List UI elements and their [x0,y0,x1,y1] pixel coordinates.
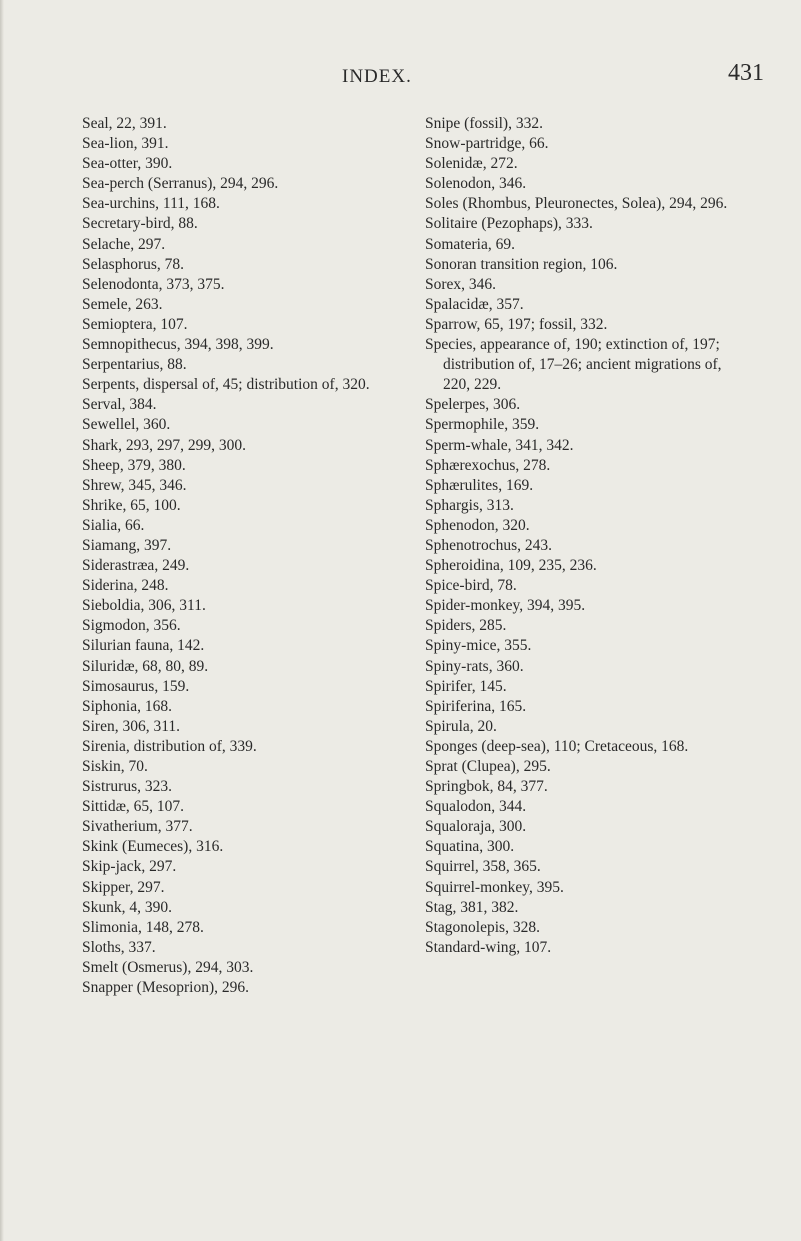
index-entry: Springbok, 84, 377. [425,778,548,796]
index-entry: Sewellel, 360. [82,416,171,434]
index-entry: Shark, 293, 297, 299, 300. [82,436,247,454]
index-entry: Shrew, 345, 346. [82,476,187,494]
index-entry: Sphargis, 313. [425,496,514,514]
page-header [0,60,801,90]
index-entry: Sheep, 379, 380. [82,456,186,474]
index-entry: Spalacidæ, 357. [425,295,524,313]
index-entry: Skip-jack, 297. [82,858,177,876]
index-entry: Sparrow, 65, 197; fossil, 332. [425,315,608,333]
index-entry: Selache, 297. [82,235,166,253]
index-entry: Sea-urchins, 111, 168. [82,195,220,213]
index-entry: Sphenodon, 320. [425,516,530,534]
index-entry: Skink (Eumeces), 316. [82,838,224,856]
index-entry: Sprat (Clupea), 295. [425,758,551,775]
index-entry: Selenodonta, 373, 375. [82,275,225,293]
index-entry: Stag, 381, 382. [425,898,519,916]
index-entry: Sea-otter, 390. [82,155,173,173]
index-entry: Sirenia, distribution of, 339. [82,737,257,755]
index-column-right [425,114,743,958]
index-entry: Spirifer, 145. [425,677,507,695]
index-entry: Squirrel-monkey, 395. [425,878,564,896]
index-entry: Soles (Rhombus, Pleuronectes, Solea), 294, 296. [425,195,728,213]
index-entry: Sponges (deep-sea), 110; Cretaceous, 168. [425,737,689,755]
index-entry: Silurian fauna, 142. [82,637,205,655]
index-entry: Selasphorus, 78. [82,255,185,273]
running-title: INDEX. [342,66,412,87]
index-entry: Spider-monkey, 394, 395. [425,597,586,615]
index-entry: Shrike, 65, 100. [82,496,181,514]
index-entry: Stagonolepis, 328. [425,918,540,936]
index-entry: Squalodon, 344. [425,798,527,816]
index-entry: Sivatherium, 377. [82,818,193,836]
index-entry: Snapper (Mesoprion), 296. [82,979,250,997]
scan-edge [0,0,4,1241]
index-entry: Serpentarius, 88. [82,356,187,374]
index-entry: Snipe (fossil), 332. [425,115,543,132]
index-entry: Solenidæ, 272. [425,155,518,173]
page-number: 431 [728,60,764,86]
index-entry: Spermophile, 359. [425,416,540,434]
index-entry: Somateria, 69. [425,235,515,253]
index-entry: Sittidæ, 65, 107. [82,798,185,816]
index-entry: Siamang, 397. [82,536,172,554]
index-entry: Slimonia, 148, 278. [82,918,204,936]
index-entry: Siderastræa, 249. [82,557,190,575]
index-entry: Siskin, 70. [82,758,148,775]
index-entry: Sperm-whale, 341, 342. [425,436,574,454]
index-entry: Sea-perch (Serranus), 294, 296. [82,175,279,193]
index-entry: Sphærexochus, 278. [425,456,551,474]
index-entry: Spelerpes, 306. [425,396,521,414]
index-entry: Siren, 306, 311. [82,717,181,735]
index-entry: Semioptera, 107. [82,315,188,333]
index-entry: Snow-partridge, 66. [425,135,549,153]
index-entry: Siluridæ, 68, 80, 89. [82,657,209,675]
index-entry: Semnopithecus, 394, 398, 399. [82,336,274,354]
index-entry: Sloths, 337. [82,938,156,956]
index-entry: Spiders, 285. [425,617,507,635]
index-entry: Squatina, 300. [425,838,515,856]
index-entry: Squirrel, 358, 365. [425,858,541,876]
index-column-left [82,114,378,998]
index-entry: Sea-lion, 391. [82,135,169,153]
index-entry: Spice-bird, 78. [425,577,517,595]
index-entry: Sorex, 346. [425,275,497,293]
index-entry: Sigmodon, 356. [82,617,181,635]
index-entry: Spiny-mice, 355. [425,637,532,655]
index-entry: Sialia, 66. [82,516,145,534]
index-entry: Sonoran transition region, 106. [425,255,618,273]
index-entry: Secretary-bird, 88. [82,215,198,233]
index-entry: Spiny-rats, 360. [425,657,524,675]
index-entry: Spheroidina, 109, 235, 236. [425,557,597,575]
index-entry: Sphærulites, 169. [425,476,534,494]
index-entry: Serpents, dispersal of, 45; distribution of, 320. [82,376,370,394]
index-entry: Skipper, 297. [82,878,165,896]
index-entry: Spiriferina, 165. [425,697,527,715]
index-entry: Siderina, 248. [82,577,169,595]
index-entry: Sphenotrochus, 243. [425,536,553,554]
index-entry: Skunk, 4, 390. [82,898,172,916]
index-entry: Solitaire (Pezophaps), 333. [425,215,593,233]
index-entry: Spirula, 20. [425,717,497,735]
index-entry: Sistrurus, 323. [82,778,172,796]
index-entry: Species, appearance of, 190; extinction of, 197; distribution of, 17–26; ancient migrations of, 220, 229. [425,336,722,394]
index-entry: Serval, 384. [82,396,157,414]
index-entry: Simosaurus, 159. [82,677,190,695]
index-entry: Smelt (Osmerus), 294, 303. [82,958,254,976]
index-entry: Siphonia, 168. [82,697,172,715]
index-entry: Solenodon, 346. [425,175,527,193]
index-entry: Seal, 22, 391. [82,115,167,132]
index-entry: Semele, 263. [82,295,163,313]
index-entry: Sieboldia, 306, 311. [82,597,206,615]
index-entry: Squaloraja, 300. [425,818,527,836]
index-entry: Standard-wing, 107. [425,938,552,956]
